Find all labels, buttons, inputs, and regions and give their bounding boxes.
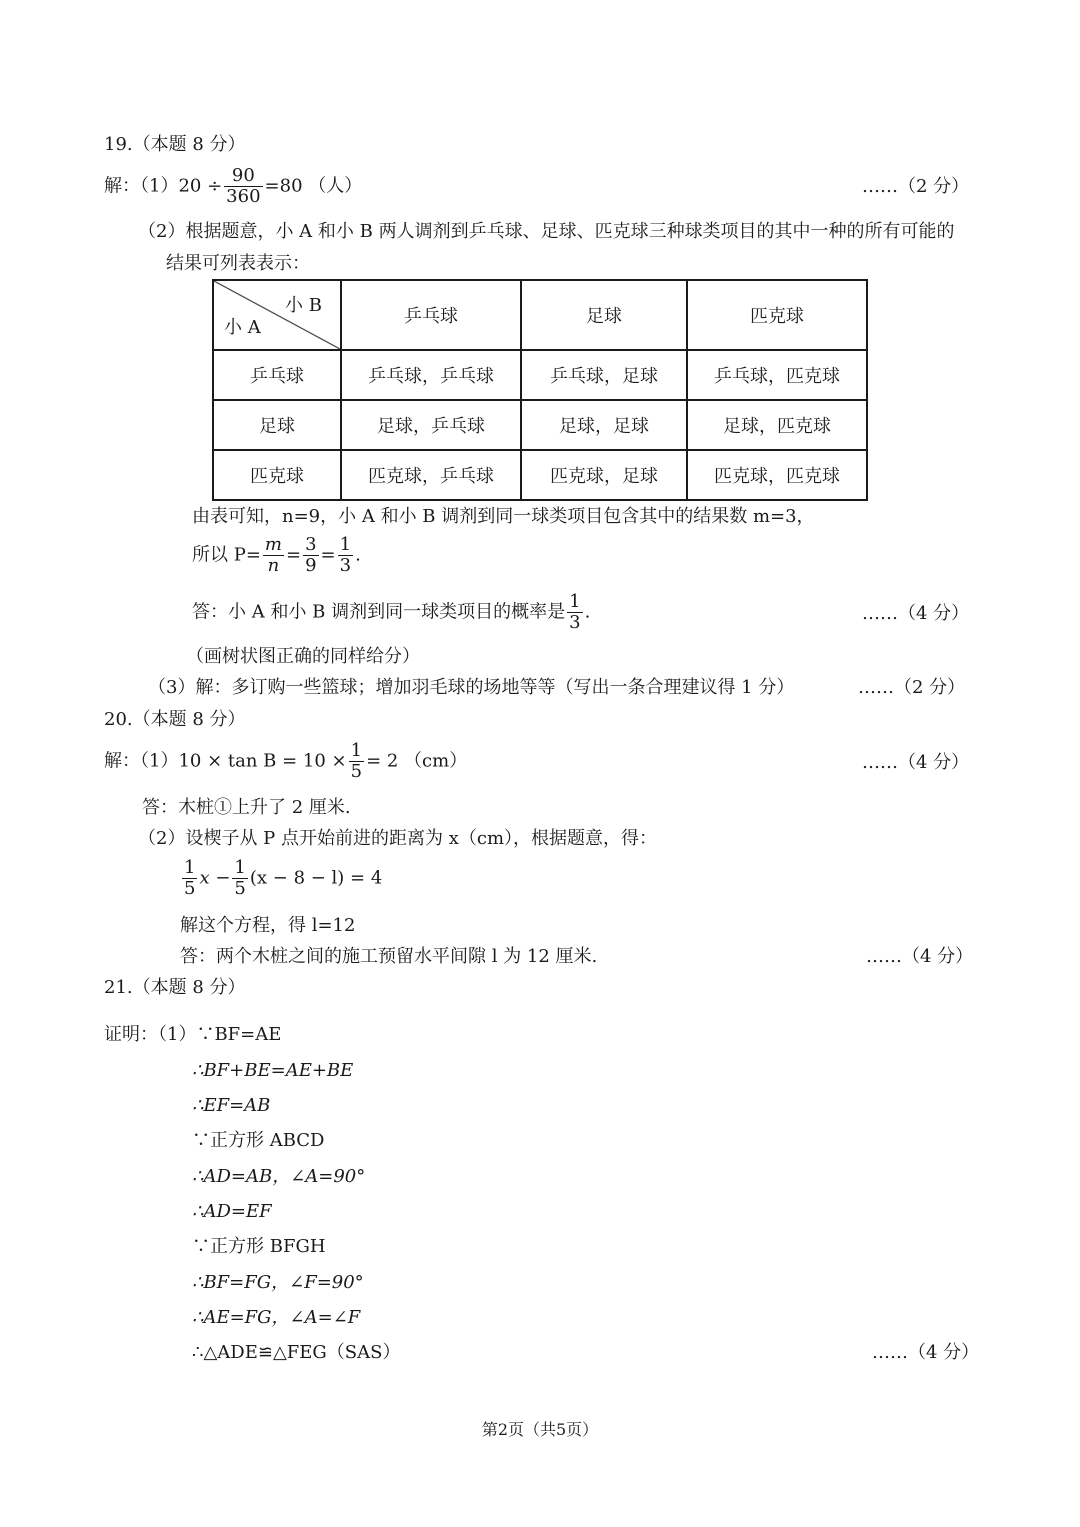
proof-line: ∴AD=AB，∠A=90° [192, 1166, 366, 1187]
proof-line: ∴AD=EF [192, 1201, 272, 1222]
fraction-numerator: 90 [224, 166, 262, 187]
answer-fraction [567, 592, 582, 633]
fraction-denominator: 9 [305, 555, 317, 576]
fraction-1-over-5 [182, 858, 197, 899]
q19-answer [192, 592, 590, 633]
q20-part1-answer: 答：木桩①上升了 2 厘米. [142, 797, 351, 818]
q19-note: （画树状图正确的同样给分） [186, 646, 420, 667]
fraction-numerator: 1 [234, 857, 246, 878]
proof-line: ∴BF+BE=AE+BE [192, 1060, 354, 1081]
fraction-1-over-3 [338, 535, 353, 576]
table-cell: 乒乓球，乒乓球 [341, 350, 521, 400]
q19-part2-line1: （2）根据题意，小 A 和小 B 两人调剂到乒乓球、足球、匹克球三种球类项目的其中一种的所有可能的 [138, 221, 955, 242]
q19-answer-score: ……（4 分） [862, 603, 970, 624]
q19-part1-suffix: =80 （人） [264, 175, 363, 197]
outcome-table [212, 279, 868, 501]
q20-part1 [104, 741, 467, 782]
fraction-denominator: 360 [226, 186, 261, 207]
q19-part1-score: ……（2 分） [862, 176, 970, 197]
q21-score: ……（4 分） [872, 1342, 980, 1363]
table-cell: 乒乓球，匹克球 [687, 350, 867, 400]
corner-label-bottom: 小 A [224, 317, 261, 338]
prob-prefix: 所以 P= [192, 544, 261, 566]
proof-line: ∴BF=FG，∠F=90° [192, 1272, 364, 1293]
table-row [213, 450, 867, 500]
q19-conclusion: 由表可知，n=9，小 A 和小 B 调剂到同一球类项目包含其中的结果数 m=3， [192, 506, 815, 527]
answer-prefix: 答：小 A 和小 B 调剂到同一球类项目的概率是 [192, 601, 566, 623]
prob-suffix: . [355, 544, 361, 566]
proof-line: ∴EF=AB [192, 1095, 271, 1116]
fraction-denominator: 5 [234, 878, 246, 899]
fraction-denominator: 5 [350, 761, 363, 782]
table-row [213, 400, 867, 450]
fraction-denominator: 3 [339, 555, 352, 576]
table-col-header: 足球 [521, 280, 687, 350]
table-row-header: 匹克球 [213, 450, 341, 500]
equation-mid: x − [199, 867, 231, 889]
corner-label-top: 小 B [285, 295, 322, 316]
q20-part1-suffix: = 2 （cm） [366, 750, 468, 772]
table-header-row [213, 280, 867, 350]
table-cell: 乒乓球，足球 [521, 350, 687, 400]
fraction-3-over-9 [303, 535, 318, 576]
table-corner-cell [213, 280, 341, 350]
q19-part1 [104, 166, 362, 207]
fraction-1-over-5 [232, 858, 247, 899]
q20-answer-score: ……（4 分） [866, 946, 974, 967]
q19-probability: 所以 P= $\frac{m}{n}$ = $\frac{3}{9}$ = $\frac{1}{3}$ . [192, 534, 361, 576]
fraction-numerator: 1 [339, 534, 352, 555]
fraction-numerator: 1 [184, 857, 196, 878]
q20-solve: 解这个方程，得 l=12 [180, 915, 356, 936]
fraction-numerator: m [264, 534, 282, 555]
answer-suffix: . [584, 601, 591, 623]
q20-answer: 答：两个木桩之间的施工预留水平间隙 l 为 12 厘米. [180, 946, 598, 967]
fraction-denominator: n [267, 555, 280, 576]
table-cell: 足球，乒乓球 [341, 400, 521, 450]
q20-equation [180, 858, 382, 899]
table-row [213, 350, 867, 400]
q21-header: 21.（本题 8 分） [104, 977, 246, 998]
table-cell: 足球，匹克球 [687, 400, 867, 450]
q19-part2-line2: 结果可列表表示： [166, 253, 310, 274]
proof-line: ∴△ADE≌△FEG（SAS） [192, 1342, 401, 1363]
q19-part3-score: ……（2 分） [858, 677, 966, 698]
q20-part1-fraction [349, 741, 364, 782]
proof-line: ∴AE=FG，∠A=∠F [192, 1307, 361, 1328]
table-col-header: 乒乓球 [341, 280, 521, 350]
fraction-numerator: 3 [305, 534, 317, 555]
q19-part3: （3）解：多订购一些篮球；增加羽毛球的场地等等（写出一条合理建议得 1 分） [148, 677, 795, 698]
q20-part1-prefix: 解：（1）10 × tan B = 10 × [104, 750, 347, 772]
fraction-denominator: 5 [184, 878, 196, 899]
table-row-header: 乒乓球 [213, 350, 341, 400]
fraction-numerator: 1 [350, 740, 363, 761]
proof-line: 证明：（1）∵BF=AE [104, 1024, 282, 1045]
q20-part2: （2）设楔子从 P 点开始前进的距离为 x（cm），根据题意，得： [138, 828, 658, 849]
q19-part1-prefix: 解：（1）20 ÷ [104, 175, 223, 197]
table-cell: 匹克球，足球 [521, 450, 687, 500]
table-row-header: 足球 [213, 400, 341, 450]
page-footer: 第2页（共5页） [481, 1420, 599, 1439]
q20-header: 20.（本题 8 分） [104, 709, 246, 730]
q19-part1-fraction [224, 166, 262, 207]
q20-part1-score: ……（4 分） [862, 752, 970, 773]
table-cell: 匹克球，匹克球 [687, 450, 867, 500]
table-col-header: 匹克球 [687, 280, 867, 350]
fraction-denominator: 3 [569, 612, 581, 633]
proof-line: ∵正方形 ABCD [192, 1130, 325, 1151]
fraction-m-over-n [263, 535, 284, 576]
proof-line: ∵正方形 BFGH [192, 1236, 326, 1257]
equation-tail: (x − 8 − l) = 4 [249, 867, 383, 889]
fraction-numerator: 1 [569, 591, 581, 612]
table-cell: 匹克球，乒乓球 [341, 450, 521, 500]
q19-header: 19.（本题 8 分） [104, 134, 246, 155]
table-cell: 足球，足球 [521, 400, 687, 450]
